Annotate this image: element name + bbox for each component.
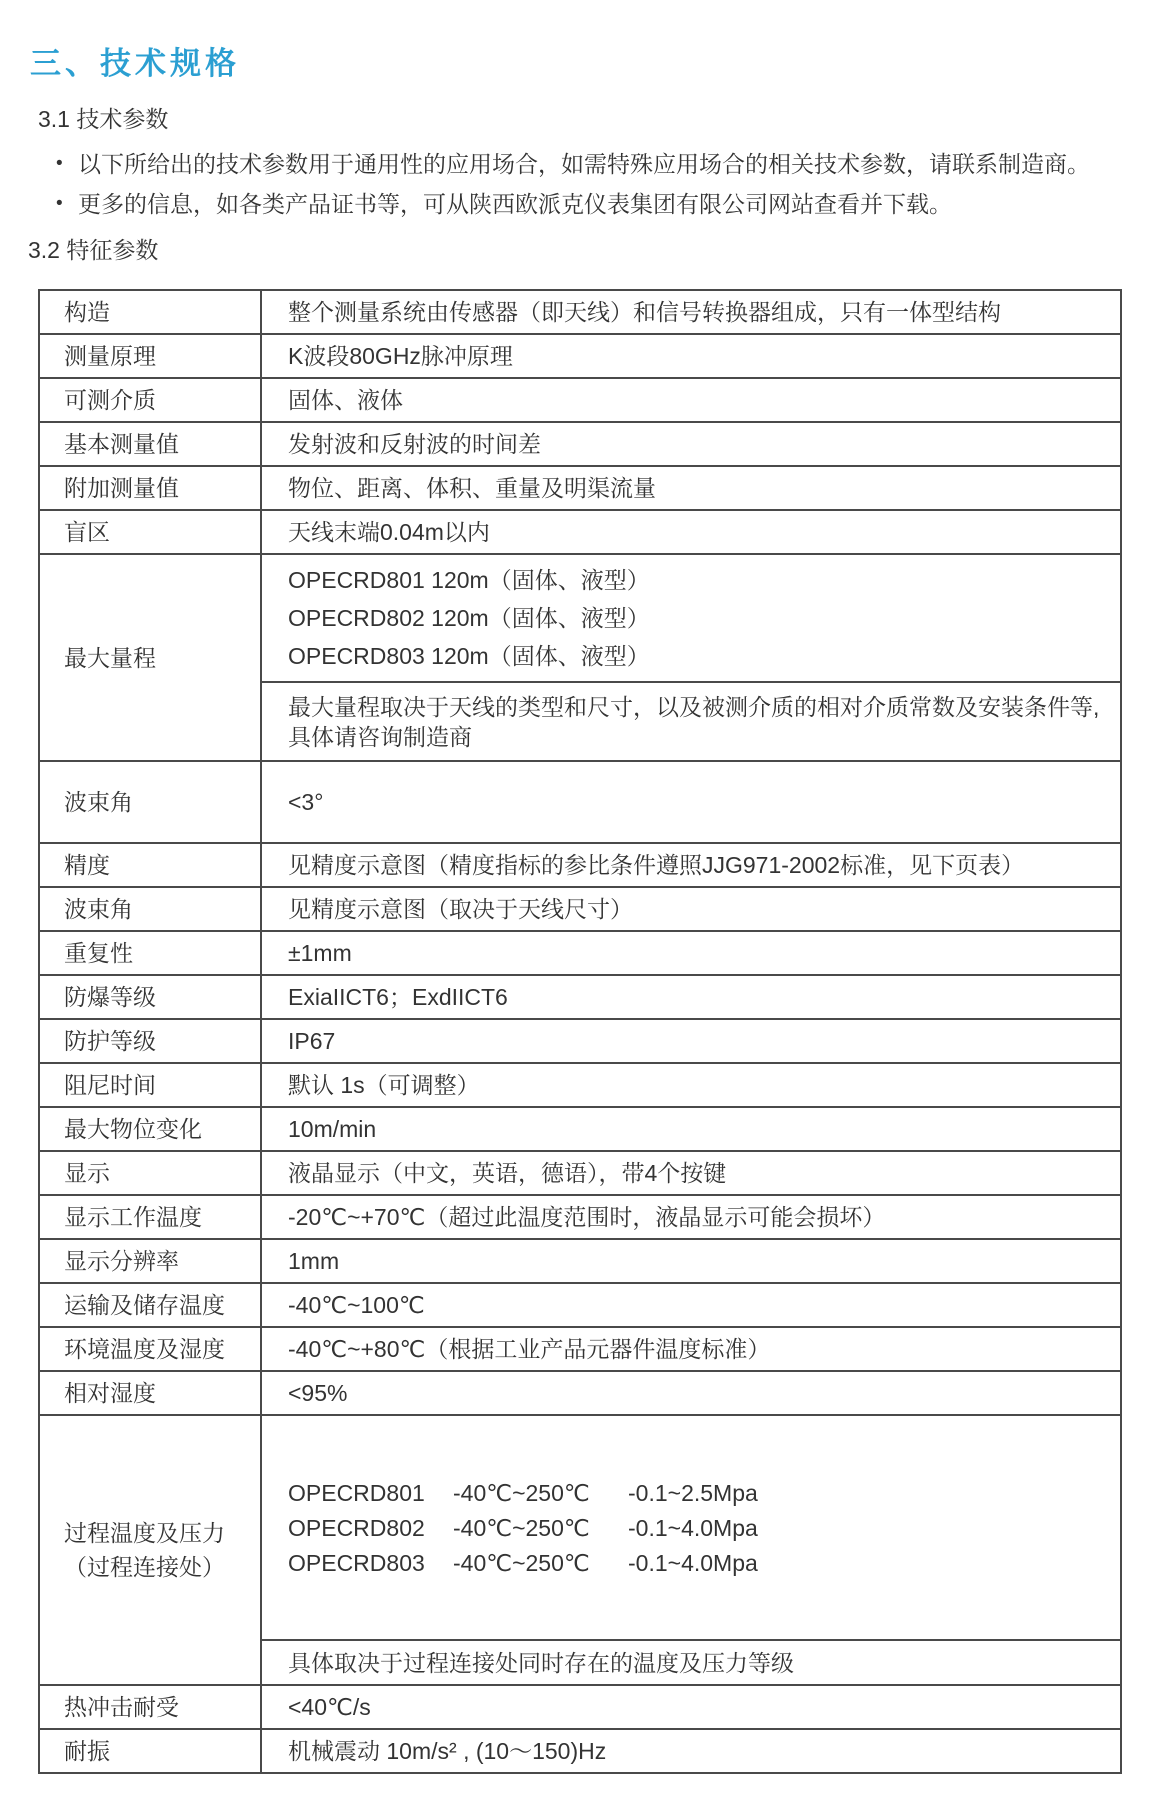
spec-value-process [261, 1415, 1121, 1640]
spec-value: 机械震动 10m/s² , (10～150)Hz [261, 1729, 1121, 1773]
spec-label: 环境温度及湿度 [39, 1327, 261, 1371]
spec-label: 防护等级 [39, 1019, 261, 1063]
table-row-process [39, 1415, 1121, 1640]
model-name: OPECRD802 [288, 1514, 425, 1541]
process-model-line [288, 1549, 1108, 1577]
spec-label: 波束角 [39, 761, 261, 843]
spec-label [39, 1415, 261, 1685]
table-row [39, 334, 1121, 378]
spec-label: 测量原理 [39, 334, 261, 378]
bullet-icon: • [56, 193, 63, 214]
table-row [39, 290, 1121, 334]
spec-label: 可测介质 [39, 378, 261, 422]
spec-value: ExiaIICT6；ExdIICT6 [261, 975, 1121, 1019]
model-pressure-range: -0.1~2.5Mpa [628, 1479, 758, 1506]
model-range-line: OPECRD801 120m（固体、液型） [288, 567, 650, 593]
spec-label-line: （过程连接处） [64, 1554, 225, 1580]
document-page [0, 38, 1156, 1774]
bullet-item [56, 150, 1156, 178]
table-row [39, 1729, 1121, 1773]
model-pressure-range: -0.1~4.0Mpa [628, 1514, 758, 1541]
spec-value: IP67 [261, 1019, 1121, 1063]
model-temp-range: -40℃~250℃ [453, 1514, 590, 1541]
table-row [39, 466, 1121, 510]
spec-value: -40℃~100℃ [261, 1283, 1121, 1327]
spec-value: 见精度示意图（精度指标的参比条件遵照JJG971-2002标准，见下页表） [261, 843, 1121, 887]
model-name: OPECRD803 [288, 1549, 425, 1576]
spec-value: <40℃/s [261, 1685, 1121, 1729]
table-row-max-range [39, 554, 1121, 682]
table-row [39, 1239, 1121, 1283]
spec-label: 最大量程 [39, 554, 261, 761]
bullet-icon: • [56, 153, 63, 174]
spec-label: 构造 [39, 290, 261, 334]
table-row [39, 378, 1121, 422]
spec-value: -20℃~+70℃（超过此温度范围时，液晶显示可能会损坏） [261, 1195, 1121, 1239]
table-row [39, 1063, 1121, 1107]
table-row [39, 1107, 1121, 1151]
spec-label: 运输及储存温度 [39, 1283, 261, 1327]
table-row [39, 1019, 1121, 1063]
table-row [39, 1327, 1121, 1371]
table-row [39, 1283, 1121, 1327]
model-range-line: OPECRD803 120m（固体、液型） [288, 643, 650, 669]
model-temp-range: -40℃~250℃ [453, 1549, 590, 1576]
spec-value-note: 具体取决于过程连接处同时存在的温度及压力等级 [261, 1640, 1121, 1685]
spec-label: 盲区 [39, 510, 261, 554]
process-model-line [288, 1514, 1108, 1542]
table-row [39, 1685, 1121, 1729]
model-temp-range: -40℃~250℃ [453, 1479, 590, 1506]
spec-label: 相对湿度 [39, 1371, 261, 1415]
spec-table [38, 289, 1122, 1774]
spec-value: 整个测量系统由传感器（即天线）和信号转换器组成，只有一体型结构 [261, 290, 1121, 334]
spec-value: K波段80GHz脉冲原理 [261, 334, 1121, 378]
spec-label: 防爆等级 [39, 975, 261, 1019]
table-row [39, 422, 1121, 466]
table-row [39, 887, 1121, 931]
spec-value: <95% [261, 1371, 1121, 1415]
table-row [39, 931, 1121, 975]
table-row [39, 843, 1121, 887]
spec-label: 阻尼时间 [39, 1063, 261, 1107]
table-row [39, 1195, 1121, 1239]
process-model-line [288, 1479, 1108, 1507]
spec-label: 显示分辨率 [39, 1239, 261, 1283]
spec-value: 10m/min [261, 1107, 1121, 1151]
section-heading-3-1: 3.1 技术参数 [38, 106, 169, 132]
model-pressure-range: -0.1~4.0Mpa [628, 1549, 758, 1576]
spec-label: 显示 [39, 1151, 261, 1195]
spec-value: 见精度示意图（取决于天线尺寸） [261, 887, 1121, 931]
spec-label: 重复性 [39, 931, 261, 975]
model-name: OPECRD801 [288, 1479, 425, 1506]
table-row [39, 1371, 1121, 1415]
section-heading-3-2: 3.2 特征参数 [28, 237, 159, 263]
bullet-item [56, 190, 1156, 218]
spec-label: 热冲击耐受 [39, 1685, 261, 1729]
spec-value: 液晶显示（中文，英语，德语），带4个按键 [261, 1151, 1121, 1195]
spec-value: -40℃~+80℃（根据工业产品元器件温度标准） [261, 1327, 1121, 1371]
bullet-list [56, 150, 1156, 218]
table-row [39, 761, 1121, 843]
spec-label-line: 过程温度及压力 [64, 1520, 225, 1546]
spec-label: 显示工作温度 [39, 1195, 261, 1239]
table-row [39, 975, 1121, 1019]
spec-value: <3° [261, 761, 1121, 843]
spec-value: 物位、距离、体积、重量及明渠流量 [261, 466, 1121, 510]
spec-label: 最大物位变化 [39, 1107, 261, 1151]
model-range-line: OPECRD802 120m（固体、液型） [288, 605, 650, 631]
bullet-text: 以下所给出的技术参数用于通用性的应用场合，如需特殊应用场合的相关技术参数，请联系制造商。 [78, 151, 1090, 177]
spec-label: 波束角 [39, 887, 261, 931]
spec-label: 附加测量值 [39, 466, 261, 510]
spec-value-note: 最大量程取决于天线的类型和尺寸，以及被测介质的相对介质常数及安装条件等,具体请咨询制造商 [261, 682, 1121, 761]
spec-value: 固体、液体 [261, 378, 1121, 422]
spec-value: ±1mm [261, 931, 1121, 975]
spec-value: 1mm [261, 1239, 1121, 1283]
spec-value: 天线末端0.04m以内 [261, 510, 1121, 554]
page-title: 三、技术规格 [30, 46, 240, 81]
table-row [39, 510, 1121, 554]
spec-label: 耐振 [39, 1729, 261, 1773]
spec-value: 发射波和反射波的时间差 [261, 422, 1121, 466]
bullet-text: 更多的信息，如各类产品证书等，可从陕西欧派克仪表集团有限公司网站查看并下载。 [78, 191, 952, 217]
spec-label: 基本测量值 [39, 422, 261, 466]
spec-value-models [261, 554, 1121, 682]
spec-label: 精度 [39, 843, 261, 887]
spec-value: 默认 1s（可调整） [261, 1063, 1121, 1107]
table-row [39, 1151, 1121, 1195]
